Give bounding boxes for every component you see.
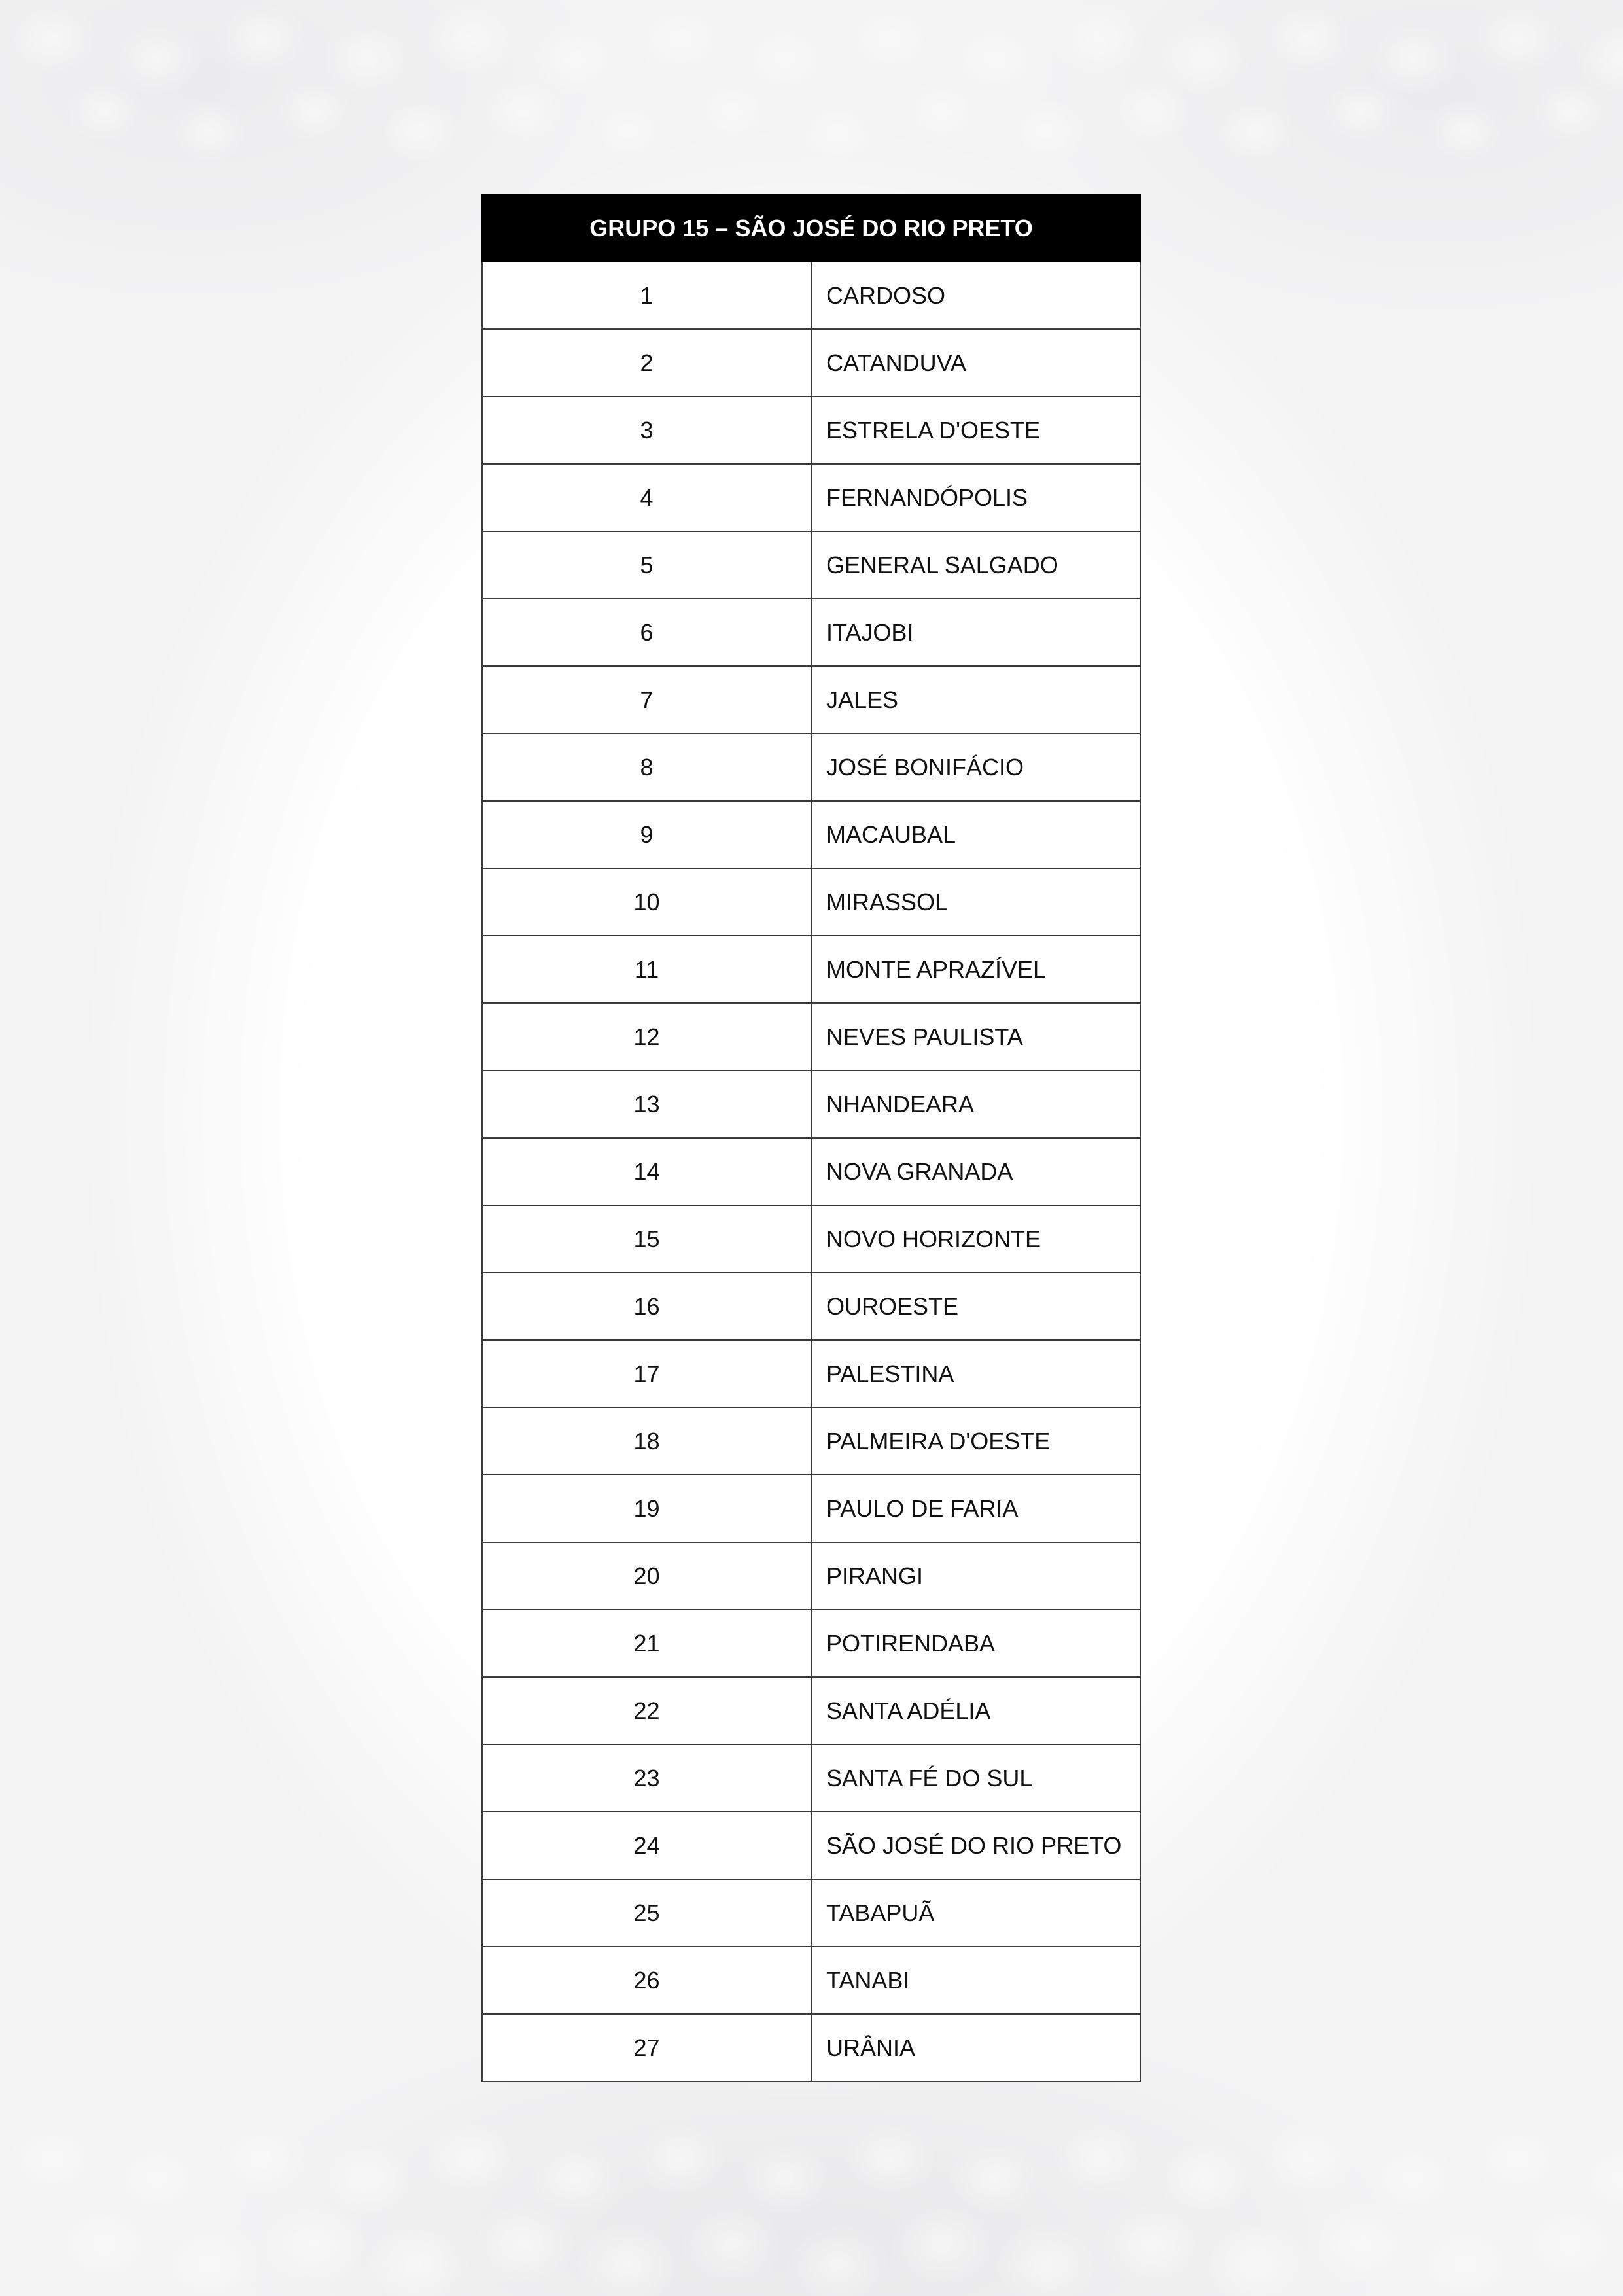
table-row xyxy=(482,733,1140,801)
municipality-name: SANTA ADÉLIA xyxy=(811,1677,1140,1744)
background-dot xyxy=(1472,3,1563,76)
background-dot xyxy=(798,99,877,162)
background-dot xyxy=(7,3,98,76)
background-dot xyxy=(1112,80,1191,143)
table-row xyxy=(482,1677,1140,1744)
background-dot xyxy=(635,2123,726,2196)
row-number: 1 xyxy=(482,262,811,329)
background-dot xyxy=(1413,2222,1518,2296)
municipality-name: PAULO DE FARIA xyxy=(811,1475,1140,1542)
background-dot xyxy=(471,2202,576,2286)
row-number: 25 xyxy=(482,1879,811,1947)
table-row xyxy=(482,1407,1140,1475)
municipality-name: GENERAL SALGADO xyxy=(811,531,1140,599)
row-number: 26 xyxy=(482,1947,811,2014)
group-table-container xyxy=(481,194,1141,2082)
municipality-name: FERNANDÓPOLIS xyxy=(811,464,1140,531)
background-dot xyxy=(1053,2123,1145,2196)
background-dot xyxy=(1308,2202,1413,2286)
municipality-name: NHANDEARA xyxy=(811,1070,1140,1138)
municipality-name: ESTRELA D'OESTE xyxy=(811,397,1140,464)
background-dot xyxy=(111,2142,203,2216)
row-number: 14 xyxy=(482,1138,811,1205)
table-row xyxy=(482,2014,1140,2081)
table-row xyxy=(482,397,1140,464)
group-table xyxy=(481,194,1141,2082)
municipality-name: NOVO HORIZONTE xyxy=(811,1205,1140,1273)
background-dot xyxy=(530,2142,621,2216)
row-number: 3 xyxy=(482,397,811,464)
background-dot xyxy=(321,2142,412,2216)
table-row xyxy=(482,1812,1140,1879)
table-title: GRUPO 15 – SÃO JOSÉ DO RIO PRETO xyxy=(482,194,1140,262)
background-dot xyxy=(1099,2202,1204,2286)
background-dot xyxy=(1217,99,1295,162)
background-dot xyxy=(844,2123,935,2196)
row-number: 18 xyxy=(482,1407,811,1475)
background-dot xyxy=(1158,2142,1249,2216)
row-number: 12 xyxy=(482,1003,811,1070)
background-dot xyxy=(379,99,458,162)
background-dot xyxy=(484,80,563,143)
background-dot xyxy=(844,3,935,76)
municipality-name: PALESTINA xyxy=(811,1340,1140,1407)
background-dot xyxy=(1321,80,1400,143)
background-dot xyxy=(693,80,772,143)
background-dot xyxy=(52,2202,157,2286)
background-dot xyxy=(425,2123,517,2196)
table-row xyxy=(482,599,1140,666)
background-dot xyxy=(425,3,517,76)
background-dot xyxy=(1426,99,1505,162)
background-dot xyxy=(1007,99,1086,162)
table-row xyxy=(482,1340,1140,1407)
municipality-name: OUROESTE xyxy=(811,1273,1140,1340)
background-dot xyxy=(1518,2202,1622,2286)
row-number: 17 xyxy=(482,1340,811,1407)
background-dot xyxy=(1367,2142,1459,2216)
municipality-name: MONTE APRAZÍVEL xyxy=(811,936,1140,1003)
background-dot xyxy=(680,2202,785,2286)
municipality-name: MACAUBAL xyxy=(811,801,1140,868)
row-number: 16 xyxy=(482,1273,811,1340)
municipality-name: TANABI xyxy=(811,1947,1140,2014)
row-number: 27 xyxy=(482,2014,811,2081)
background-dot xyxy=(65,80,144,143)
row-number: 24 xyxy=(482,1812,811,1879)
row-number: 11 xyxy=(482,936,811,1003)
table-row xyxy=(482,531,1140,599)
row-number: 7 xyxy=(482,666,811,733)
table-row xyxy=(482,1138,1140,1205)
background-dot xyxy=(739,2142,831,2216)
row-number: 20 xyxy=(482,1542,811,1610)
municipality-name: PIRANGI xyxy=(811,1542,1140,1610)
table-row xyxy=(482,464,1140,531)
municipality-name: JOSÉ BONIFÁCIO xyxy=(811,733,1140,801)
row-number: 21 xyxy=(482,1610,811,1677)
municipality-name: CARDOSO xyxy=(811,262,1140,329)
row-number: 5 xyxy=(482,531,811,599)
background-dot xyxy=(216,2123,307,2196)
table-row xyxy=(482,1610,1140,1677)
background-dot xyxy=(635,3,726,76)
row-number: 6 xyxy=(482,599,811,666)
municipality-name: JALES xyxy=(811,666,1140,733)
row-number: 15 xyxy=(482,1205,811,1273)
background-dot xyxy=(890,2202,994,2286)
background-dot xyxy=(1531,80,1609,143)
table-body xyxy=(482,262,1140,2081)
row-number: 8 xyxy=(482,733,811,801)
table-row xyxy=(482,936,1140,1003)
table-row xyxy=(482,262,1140,329)
background-dot xyxy=(994,2222,1099,2296)
background-dot xyxy=(366,2222,471,2296)
municipality-name: NEVES PAULISTA xyxy=(811,1003,1140,1070)
municipality-name: SÃO JOSÉ DO RIO PRETO xyxy=(811,1812,1140,1879)
table-row xyxy=(482,1947,1140,2014)
background-dot xyxy=(589,99,667,162)
background-dot xyxy=(170,99,249,162)
table-row xyxy=(482,1744,1140,1812)
table-row xyxy=(482,329,1140,397)
municipality-name: NOVA GRANADA xyxy=(811,1138,1140,1205)
background-dot xyxy=(785,2222,890,2296)
table-row xyxy=(482,1542,1140,1610)
background-dot xyxy=(1204,2222,1308,2296)
municipality-name: ITAJOBI xyxy=(811,599,1140,666)
background-dot xyxy=(216,3,307,76)
municipality-name: URÂNIA xyxy=(811,2014,1140,2081)
row-number: 10 xyxy=(482,868,811,936)
background-dot xyxy=(1263,3,1354,76)
background-dot xyxy=(903,80,981,143)
table-row xyxy=(482,1205,1140,1273)
background-dot xyxy=(262,2202,366,2286)
table-row xyxy=(482,1273,1140,1340)
row-number: 4 xyxy=(482,464,811,531)
table-header-row xyxy=(482,194,1140,262)
municipality-name: MIRASSOL xyxy=(811,868,1140,936)
municipality-name: POTIRENDABA xyxy=(811,1610,1140,1677)
municipality-name: PALMEIRA D'OESTE xyxy=(811,1407,1140,1475)
row-number: 9 xyxy=(482,801,811,868)
background-dot xyxy=(576,2222,680,2296)
table-row xyxy=(482,868,1140,936)
row-number: 13 xyxy=(482,1070,811,1138)
table-row xyxy=(482,1475,1140,1542)
row-number: 19 xyxy=(482,1475,811,1542)
municipality-name: TABAPUÃ xyxy=(811,1879,1140,1947)
table-row xyxy=(482,1070,1140,1138)
municipality-name: SANTA FÉ DO SUL xyxy=(811,1744,1140,1812)
table-row xyxy=(482,801,1140,868)
municipality-name: CATANDUVA xyxy=(811,329,1140,397)
background-dot xyxy=(1263,2123,1354,2196)
row-number: 22 xyxy=(482,1677,811,1744)
table-row xyxy=(482,666,1140,733)
background-dot xyxy=(949,2142,1040,2216)
background-dot xyxy=(1053,3,1145,76)
background-dot xyxy=(7,2123,98,2196)
table-row xyxy=(482,1879,1140,1947)
row-number: 2 xyxy=(482,329,811,397)
background-dot xyxy=(1472,2123,1563,2196)
background-dot xyxy=(275,80,353,143)
table-row xyxy=(482,1003,1140,1070)
row-number: 23 xyxy=(482,1744,811,1812)
background-dot xyxy=(157,2222,262,2296)
